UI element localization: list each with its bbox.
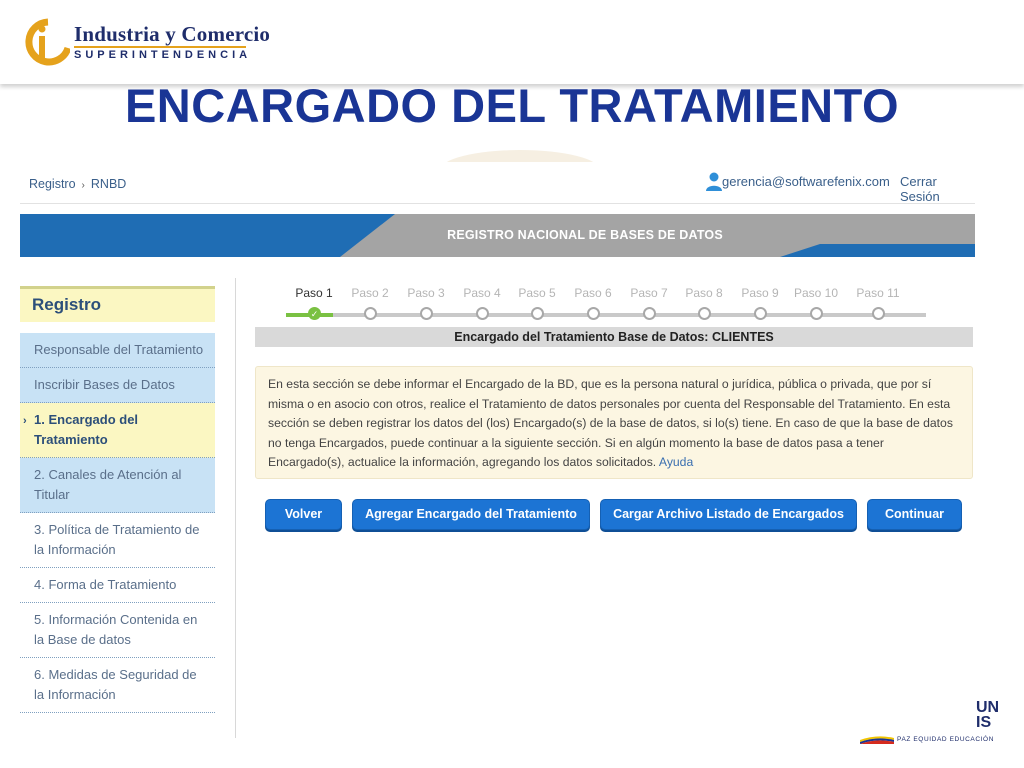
sic-logo-icon [24,18,70,66]
slide-title: ENCARGADO DEL TRATAMIENTO [124,79,900,132]
logo-subtitle: SUPERINTENDENCIA [74,49,252,61]
step-label: Paso 11 [856,286,900,300]
step-5[interactable] [509,286,565,300]
step-2[interactable] [342,286,398,300]
step-dot [754,307,767,320]
step-label: Paso 5 [518,286,556,300]
section-title: Encargado del Tratamiento Base de Datos: CLIENTES [255,327,973,347]
sidebar-item-medidas[interactable] [20,658,215,713]
banner-title: REGISTRO NACIONAL DE BASES DE DATOS [447,228,723,242]
colombia-flag-icon [860,736,894,744]
sidebar-item-label: 4. Forma de Tratamiento [34,577,177,592]
step-dot [872,307,885,320]
sidebar-item-label: Responsable del Tratamiento [34,342,204,357]
step-dot [643,307,656,320]
upload-file-button[interactable]: Cargar Archivo Listado de Encargados [600,499,857,530]
help-link[interactable]: Ayuda [658,455,694,469]
sidebar-divider [235,278,236,738]
app-window [20,162,975,738]
add-encargado-button[interactable]: Agregar Encargado del Tratamiento [352,499,590,530]
footer-motto: PAZ EQUIDAD EDUCACIÓN [897,736,994,743]
step-6[interactable] [565,286,621,300]
sidebar-item-encargado[interactable] [20,403,215,458]
back-button[interactable]: Volver [265,499,342,530]
active-marker-icon: › [23,415,27,427]
breadcrumb-item-rnbd[interactable]: RNBD [90,177,127,191]
step-8[interactable] [676,286,732,300]
continue-button[interactable]: Continuar [867,499,962,530]
topbar [20,162,975,204]
sidebar-item-label: 5. Información Contenida en la Base de datos [34,612,198,647]
step-label: Paso 10 [793,286,839,300]
step-7[interactable] [621,286,677,300]
sidebar-item-responsable[interactable] [20,333,215,368]
step-dot [364,307,377,320]
logo-title: Industria y Comercio [74,22,271,46]
sidebar [20,286,215,738]
step-dot [698,307,711,320]
logo-divider [74,46,246,48]
step-10[interactable] [788,286,844,300]
step-label: Paso 3 [407,286,445,300]
sidebar-item-label: 1. Encargado del Tratamiento [34,412,139,447]
user-email[interactable]: gerencia@softwarefenix.com [722,174,890,189]
step-label: Paso 8 [685,286,723,300]
step-11[interactable] [850,286,906,300]
step-label: Paso 6 [574,286,612,300]
info-text: En esta sección se debe informar el Encargado de la BD, que es la persona natural o jurídica, pública o privada, que por sí misma o en asocio con otros, realice el Tratamiento de datos personales por cuenta del Responsable del Tratamiento. En esta sección se deben registrar los datos del (los) Encargado(s) de la base de datos, si lo(s) tiene. En caso de que la base de datos no tenga Encargados, puede continuar a la siguiente sección. Si en algún momento la base de datos pasa a tener Encargado(s), actualice la información, agregando los datos solicitados. [268,377,953,469]
step-label: Paso 4 [463,286,501,300]
sidebar-item-canales[interactable] [20,458,215,513]
step-dot [476,307,489,320]
check-icon: ✓ [308,307,321,320]
sidebar-item-informacion[interactable] [20,603,215,658]
step-progress [278,286,938,326]
step-3[interactable] [398,286,454,300]
sidebar-item-label: 3. Política de Tratamiento de la Información [34,522,200,557]
sidebar-item-politica[interactable] [20,513,215,568]
sidebar-item-label: 6. Medidas de Seguridad de la Información [34,667,197,702]
logout-link[interactable]: Cerrar Sesión [900,174,940,204]
sidebar-item-label: 2. Canales de Atención al Titular [34,467,182,502]
unis-logo: UNIS [976,699,1000,731]
step-1[interactable] [286,286,342,319]
sidebar-item-label: Inscribir Bases de Datos [34,377,175,392]
sidebar-item-forma[interactable] [20,568,215,603]
step-track [286,313,926,317]
step-label: Paso 1 [295,286,333,300]
step-dot [420,307,433,320]
slide-header [0,0,1024,84]
user-icon [706,171,722,191]
breadcrumb-item-registro[interactable]: Registro [29,177,76,191]
info-box [255,366,973,479]
sidebar-item-inscribir[interactable] [20,368,215,403]
step-4[interactable] [454,286,510,300]
step-label: Paso 2 [351,286,389,300]
sidebar-title: Registro [20,286,215,322]
step-9[interactable] [732,286,788,300]
step-label: Paso 7 [630,286,668,300]
breadcrumb [29,177,126,191]
step-dot [810,307,823,320]
banner [20,214,975,257]
step-dot [587,307,600,320]
step-label: Paso 9 [741,286,779,300]
step-dot [531,307,544,320]
breadcrumb-separator: › [81,180,85,191]
